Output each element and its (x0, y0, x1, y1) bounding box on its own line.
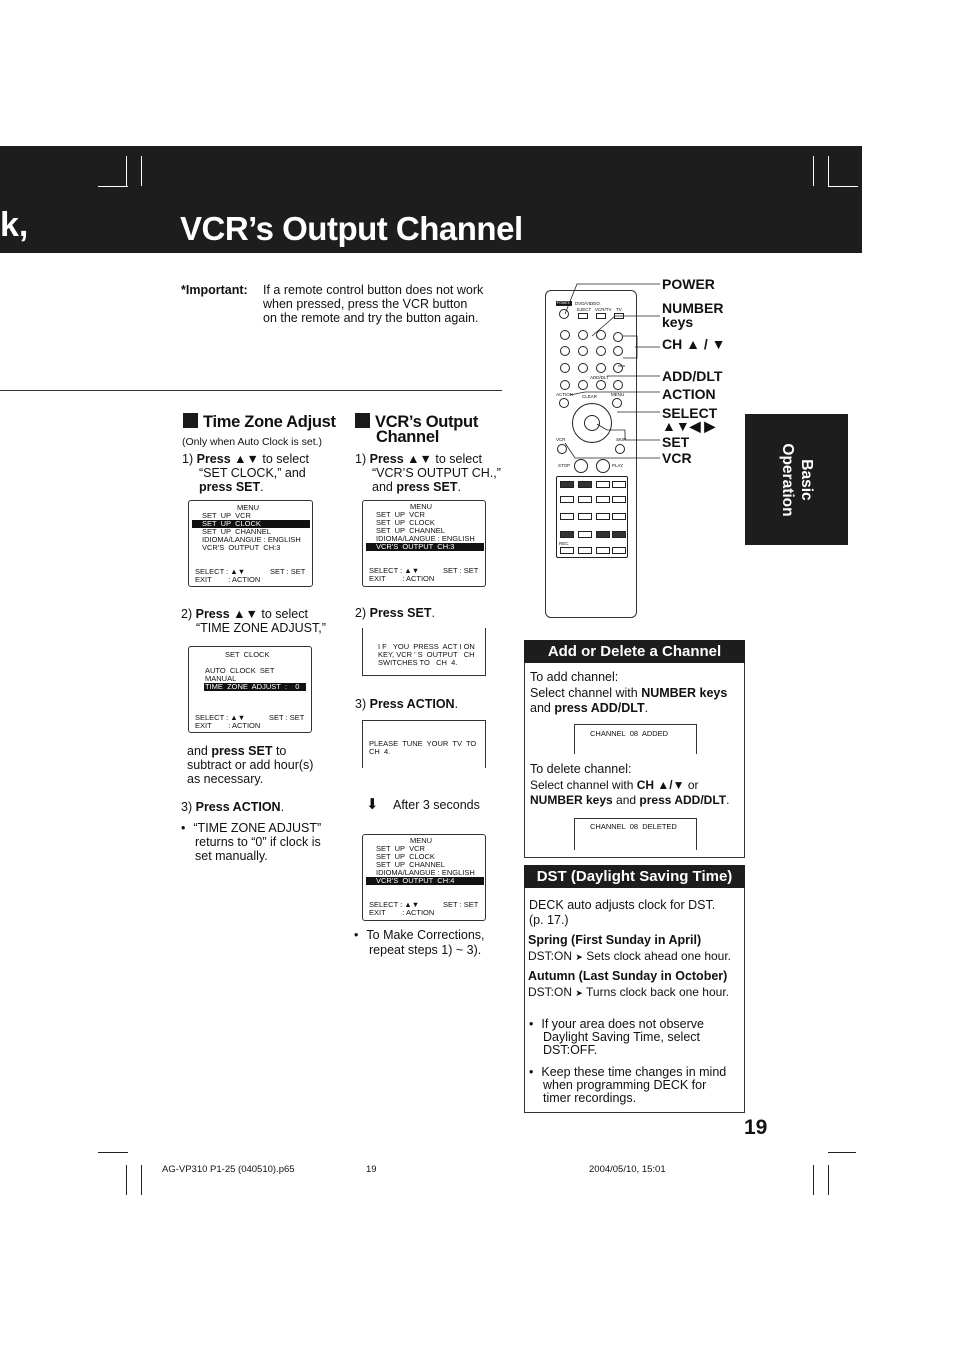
crop-mark (126, 156, 127, 186)
important-text: If a remote control button does not work when pressed, press the VCR button on the remote and try the button again. (263, 283, 484, 325)
button-icon (596, 481, 610, 488)
side-tab-label: Basic Operation (779, 443, 815, 517)
remote-label-number: NUMBER (662, 300, 724, 316)
button-icon (612, 531, 626, 538)
crop-mark (828, 186, 858, 187)
button-icon (578, 547, 592, 554)
vo-menu-screen-result: MENU SET UP VCR SET UP CLOCK SET UP CHANNEL IDIOMA/LANGUE : ENGLISH VCR'S OUTPUT CH:4 SELECT : ▲▼ SET : SET EXIT : ACTION (362, 834, 486, 921)
remote-power-text: POWER (557, 301, 571, 305)
button-icon (612, 481, 626, 488)
crop-mark (126, 1165, 127, 1195)
add-delete-heading: Add or Delete a Channel (524, 640, 745, 663)
button-icon (578, 496, 592, 503)
tz-menu-screen: MENU SET UP VCR SET UP CLOCK SET UP CHANNEL IDIOMA/LANGUE : ENGLISH VCR'S OUTPUT CH:3 SELECT : ▲▼ SET : SET EXIT : ACTION (188, 500, 313, 587)
vo-step2: 2) Press SET. (355, 606, 435, 620)
crop-mark (828, 1165, 829, 1195)
page-number: 19 (744, 1116, 768, 1139)
remote-play-text: PLAY (612, 463, 624, 468)
button-icon (596, 531, 610, 538)
vo-menu-screen: MENU SET UP VCR SET UP CLOCK SET UP CHANNEL IDIOMA/LANGUE : ENGLISH VCR'S OUTPUT CH:3 SELECT : ▲▼ SET : SET EXIT : ACTION (362, 500, 486, 587)
remote-adddlt-text: ADD/DLT (590, 375, 609, 380)
crop-mark (828, 1152, 856, 1153)
remote-eject-text: EJECT (577, 307, 592, 312)
important-label: *Important: (181, 283, 248, 297)
add-channel-text: To add channel: Select channel with NUMBER keys and press ADD/DLT. (530, 670, 728, 715)
crop-mark (141, 1165, 142, 1195)
remote-vcrtv-text: VCR/TV (595, 307, 612, 312)
tz-step3: 3) Press ACTION. (181, 800, 285, 814)
channel-deleted-screen: CHANNEL 08 DELETED (574, 818, 697, 850)
button-icon (612, 513, 626, 520)
button-icon (560, 513, 574, 520)
button-icon (596, 547, 610, 554)
dst-bullet-2: • Keep these time changes in mind when programming DECK for timer recordings. (529, 1065, 727, 1105)
button-icon (612, 547, 626, 554)
remote-menu-text: MENU (611, 392, 625, 397)
button-icon (578, 481, 592, 488)
button-icon (596, 513, 610, 520)
button-icon (560, 496, 574, 503)
button-icon (560, 531, 574, 538)
remote-dvd-text: DVD/VIDEO (575, 301, 600, 306)
remote-clear-text: CLEAR (582, 394, 598, 399)
vo-step1: 1) Press ▲▼ to select “VCR’S OUTPUT CH.,” and press SET. (355, 452, 501, 494)
remote-action-text: ACTION (556, 392, 574, 397)
remote-label-action: ACTION (662, 386, 716, 402)
vo-action-note-screen: I F YOU PRESS ACT I ON KEY, VCR ' S OUTPUT CH SWITCHES TO CH 4. (362, 628, 486, 676)
delete-channel-text: To delete channel: Select channel with CH ▲/▼ or NUMBER keys and press ADD/DLT. (530, 762, 730, 807)
remote-label-keys: keys (662, 314, 694, 330)
time-zone-heading: Time Zone Adjust (183, 413, 336, 430)
footer-page: 19 (366, 1164, 377, 1175)
remote-label-power: POWER (662, 276, 715, 292)
crop-mark (141, 156, 142, 186)
remote-leader-lines (545, 280, 665, 470)
vo-tune-screen: PLEASE TUNE YOUR TV TO CH 4. (362, 720, 486, 768)
after-seconds: After 3 seconds (393, 798, 480, 812)
vo-step3: 3) Press ACTION. (355, 697, 459, 711)
button-icon (578, 513, 592, 520)
remote-label-ch: CH ▲ / ▼ (662, 336, 726, 352)
time-zone-note: (Only when Auto Clock is set.) (182, 436, 323, 448)
tz-step1: 1) Press ▲▼ to select “SET CLOCK,” and press SET. (182, 452, 309, 494)
button-icon (560, 481, 574, 488)
crop-mark (828, 156, 829, 186)
remote-label-add-dlt: ADD/DLT (662, 368, 723, 384)
page-title: VCR’s Output Channel (180, 210, 523, 247)
vcr-output-heading-2: Channel (376, 428, 439, 446)
remote-label-set: SET (662, 434, 690, 450)
button-icon (596, 496, 610, 503)
tz-bullet: • “TIME ZONE ADJUST” returns to “0” if clock is set manually. (181, 821, 322, 863)
dst-intro: DECK auto adjusts clock for DST. (p. 17.) (529, 898, 716, 927)
section-divider (0, 390, 502, 391)
arrow-right-icon: ➤ (575, 951, 583, 962)
crop-mark (813, 156, 814, 186)
previous-title-fragment: k, (0, 206, 29, 244)
button-icon (612, 496, 626, 503)
footer-file: AG-VP310 P1-25 (040510).p65 (162, 1164, 295, 1175)
remote-tv-text: TV (616, 307, 622, 312)
tz-after-step2: and press SET to subtract or add hour(s) as necessary. (187, 744, 314, 786)
dst-heading: DST (Daylight Saving Time) (524, 865, 745, 888)
dst-autumn: Autumn (Last Sunday in October) DST:ON ➤ Turns clock back one hour. (528, 969, 729, 999)
button-icon (560, 547, 574, 554)
tz-step2: 2) Press ▲▼ to select “TIME ZONE ADJUST,” (181, 607, 326, 635)
channel-added-screen: CHANNEL 08 ADDED (574, 724, 697, 754)
down-arrow-icon: ⬇ (366, 796, 379, 813)
remote-skip-text: SKIP (616, 437, 627, 442)
remote-rec-text: REC (559, 541, 569, 546)
remote-label-select-arrows: ▲▼◀ ▶ (662, 418, 716, 434)
vcr-output-heading: VCR’s Output (355, 413, 478, 430)
crop-mark (98, 186, 128, 187)
crop-mark (98, 1152, 128, 1153)
vo-bullet: • To Make Corrections, repeat steps 1) ~ 3). (354, 928, 485, 957)
button-icon (578, 531, 592, 538)
remote-vcr-text: VCR (556, 437, 566, 442)
crop-mark (813, 1165, 814, 1195)
remote-stop-text: STOP (558, 463, 571, 468)
footer-date: 2004/05/10, 15:01 (589, 1164, 666, 1175)
arrow-right-icon: ➤ (575, 987, 583, 998)
remote-label-select: SELECT (662, 405, 718, 421)
dst-spring: Spring (First Sunday in April) DST:ON ➤ Sets clock ahead one hour. (528, 933, 732, 963)
remote-label-vcr: VCR (662, 450, 692, 466)
tz-clock-screen: SET CLOCK AUTO CLOCK SET MANUAL TIME ZONE ADJUST : 0 SELECT : ▲▼ SET : SET EXIT : ACTION (188, 646, 312, 733)
dst-bullet-1: • If your area does not observe Daylight Saving Time, select DST:OFF. (529, 1017, 704, 1057)
